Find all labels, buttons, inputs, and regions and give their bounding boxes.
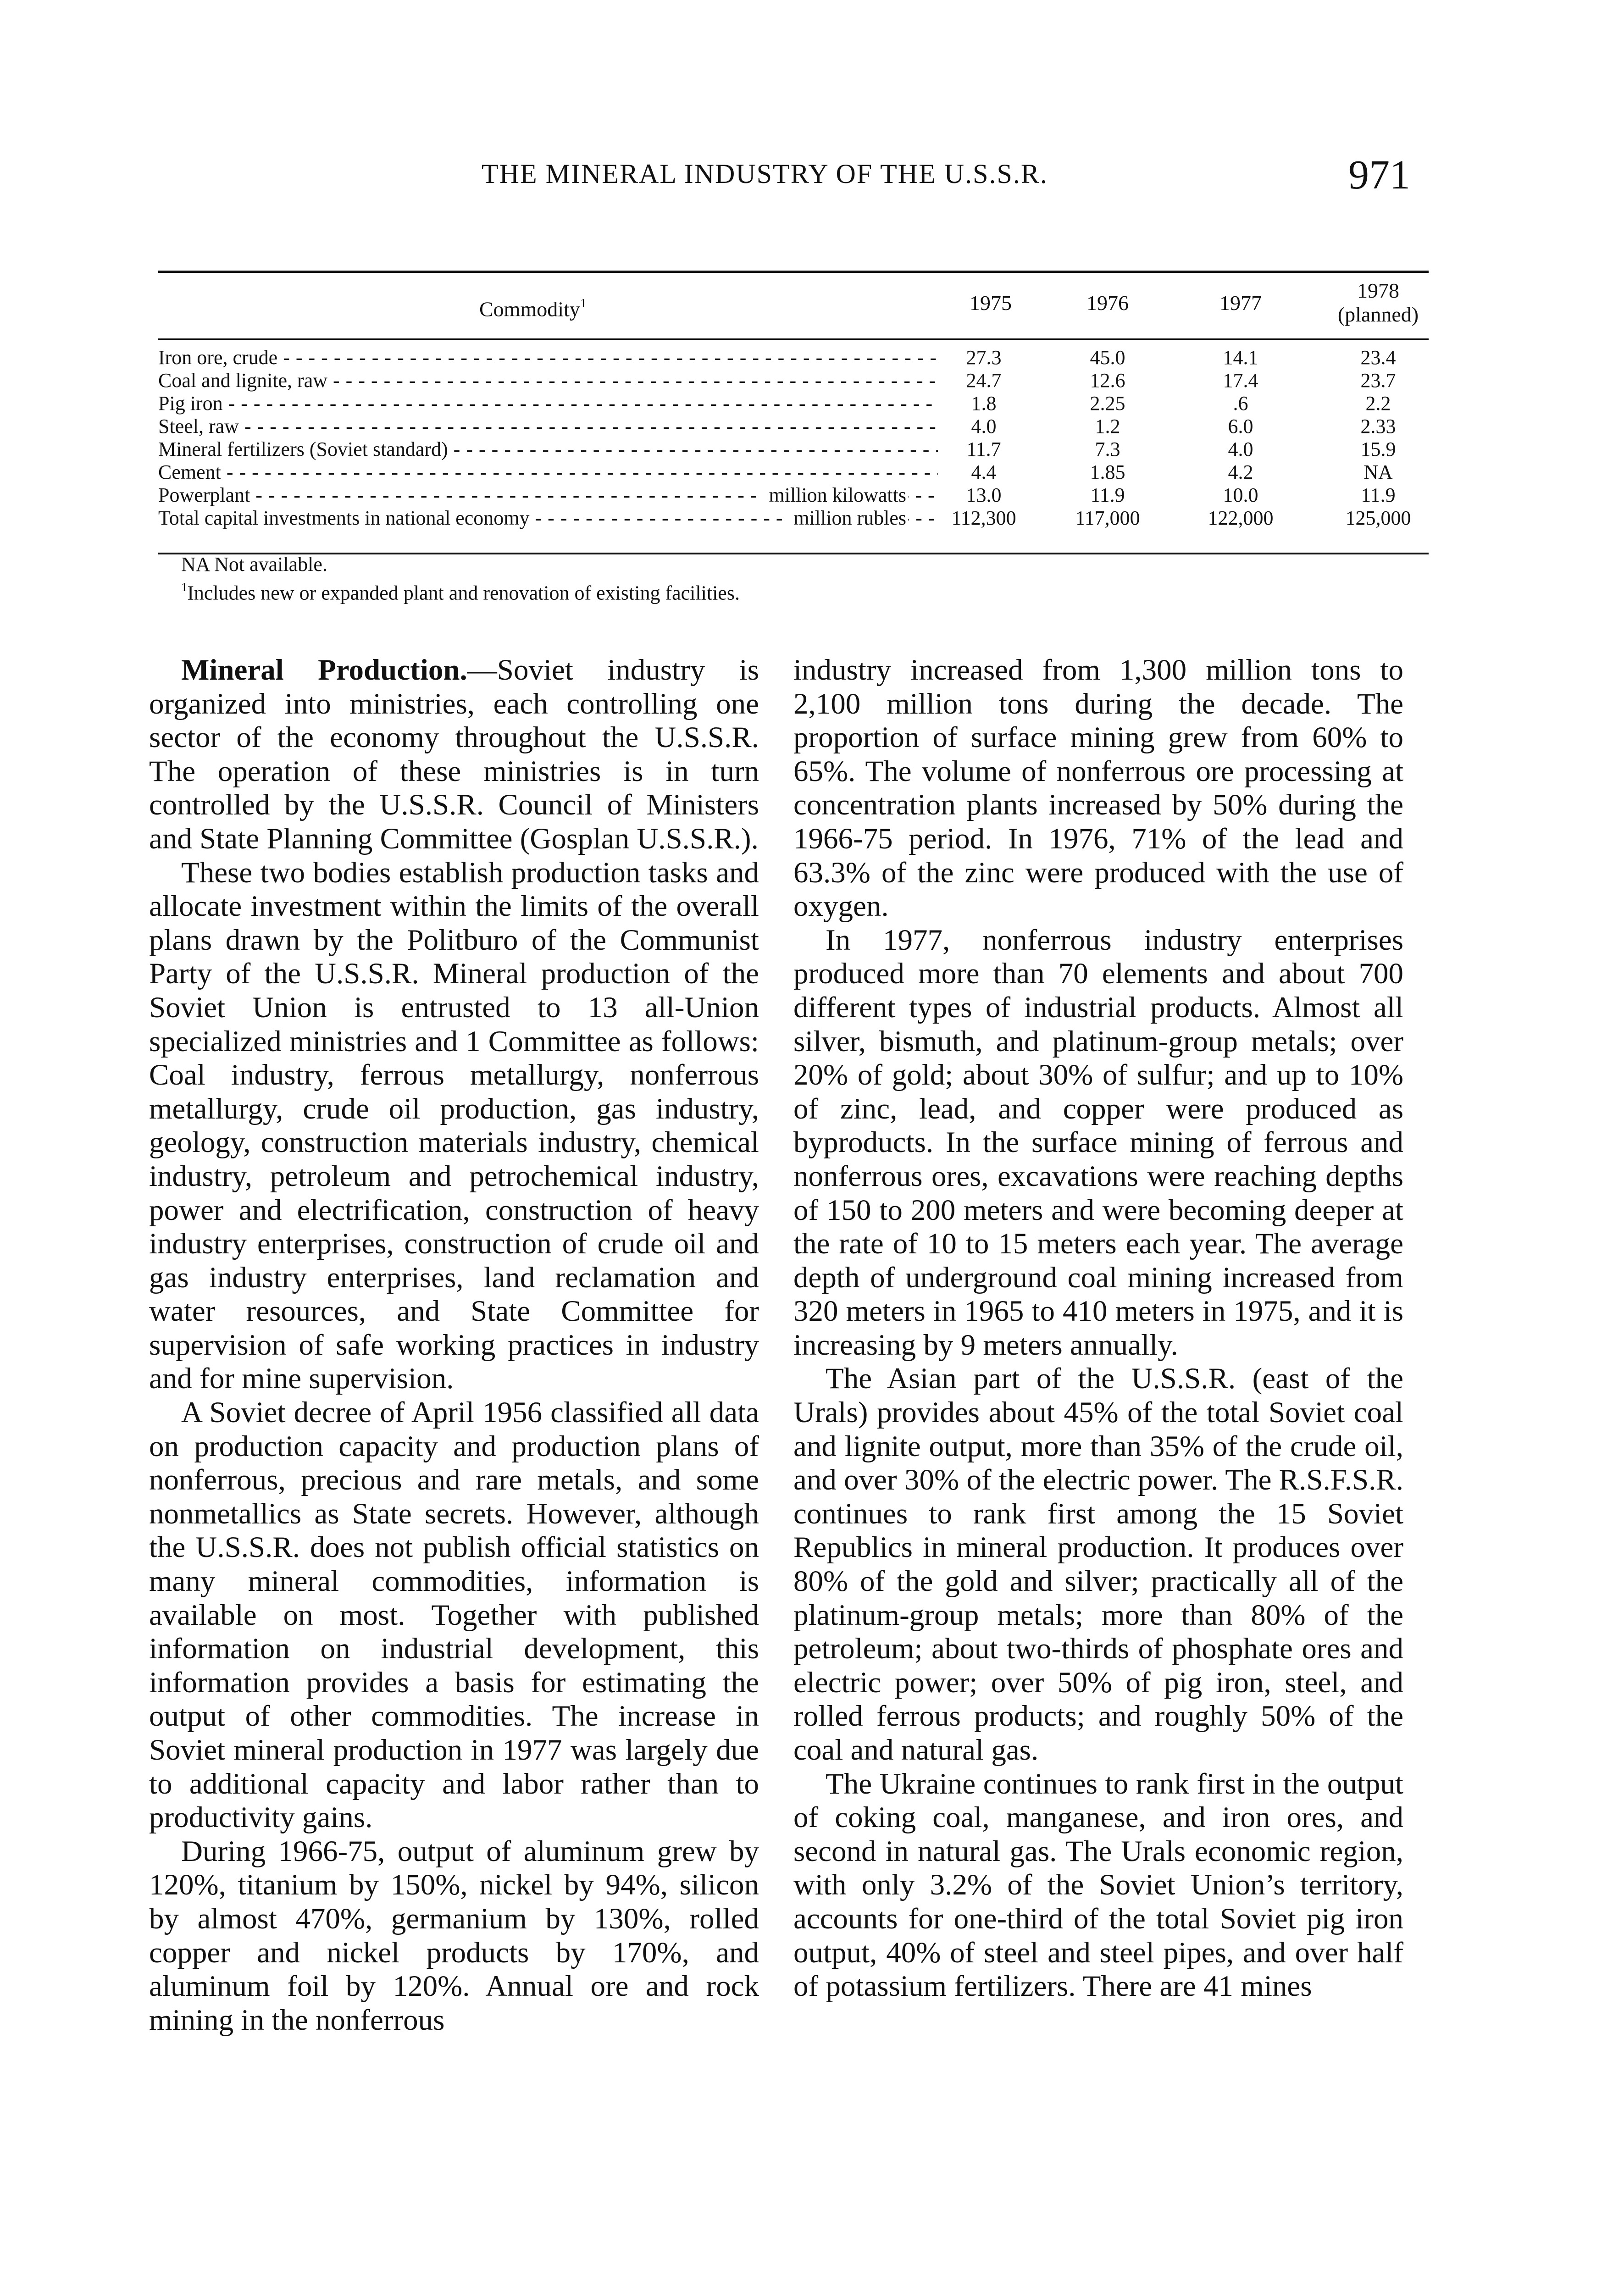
paragraph: industry increased from 1,300 million tons to 2,100 million tons during the decade. The proportion of surface mining grew from 60% to 65%. The volume of nonferrous ore processing at concentration plants increased by 50% during the 1966-75 period. In 1976, 71% of the lead and 63.3% of the zinc were produced with the use of oxygen. [793,654,1403,923]
table-row [158,346,1429,369]
cell-1976: 2.25 [1090,392,1125,415]
cell-1977: 17.4 [1223,369,1258,392]
cell-1978: NA [1363,461,1393,483]
body-column-right [793,654,1403,2004]
cell-1975: 24.7 [966,369,1002,392]
column-header-commodity: Commodity$^1$ [479,296,587,321]
footnote-1: $^1$Includes new or expanded plant and renovation of existing facilities. [181,580,740,604]
cell-1976: 45.0 [1090,346,1125,369]
row-label: Coal and lignite, raw - - - [158,369,938,392]
table-row [158,438,1429,461]
table-top-rule [158,271,1429,273]
cell-1975: 1.8 [971,392,997,415]
cell-1975: 112,300 [951,507,1016,529]
cell-1975: 4.4 [971,461,997,483]
cell-1977: .6 [1233,392,1248,415]
statistics-table [158,271,1429,564]
row-label: Iron ore, crude - - - [158,346,938,369]
cell-1976: 12.6 [1090,369,1125,392]
cell-1978: 23.4 [1360,346,1396,369]
cell-1977: 122,000 [1208,507,1274,529]
page-number: 971 [1348,152,1410,198]
cell-1978: 15.9 [1360,438,1396,460]
column-header-1977: 1977 [1219,291,1262,315]
cell-1978: 2.33 [1360,415,1396,438]
table-header-rule [158,338,1429,340]
cell-1978: 125,000 [1345,507,1411,529]
cell-1975: 4.0 [971,415,997,438]
column-header-1975: 1975 [970,291,1012,315]
table-row [158,369,1429,392]
paragraph: A Soviet decree of April 1956 classified all data on production capacity and production plans of nonferrous, precious and rare metals, and some nonmetallics as State secrets. However, although the U.S.S.R. does not publish official statistics on many mineral commodities, information is available on most. Together with published information on industrial development, this information provides a basis for estimating the output of other commodities. The increase in Soviet mineral production in 1977 was largely due to additional capacity and labor rather than to productivity gains. [149,1396,759,1834]
cell-1978: 2.2 [1365,392,1391,415]
table-row [158,392,1429,415]
cell-1977: 10.0 [1223,484,1258,506]
cell-1978: 23.7 [1360,369,1396,392]
cell-1975: 27.3 [966,346,1002,369]
running-title: THE MINERAL INDUSTRY OF THE U.S.S.R. [482,159,1048,189]
table-row [158,484,1429,507]
column-header-1978: 1978 [1357,279,1399,302]
section-heading: Mineral Production. [181,654,467,687]
table-row [158,507,1429,530]
row-label: Cement - - - [158,461,938,484]
cell-1977: 14.1 [1223,346,1258,369]
cell-1977: 4.0 [1228,438,1253,460]
body-column-left [149,654,759,2037]
cell-1978: 11.9 [1361,484,1396,506]
cell-1976: 1.2 [1095,415,1120,438]
row-unit: million rubles [788,507,908,530]
row-label: Steel, raw - - - [158,415,938,438]
footnote-na: NA Not available. [181,553,327,576]
cell-1977: 6.0 [1228,415,1253,438]
paragraph: These two bodies establish production tasks and allocate investment within the limits of the overall plans drawn by the Politburo of the Communist Party of the U.S.S.R. Mineral production of the Soviet Union is entrusted to 13 all-Union specialized ministries and 1 Committee as follows: Coal industry, ferrous metallurgy, nonferrous metallurgy, crude oil production, gas industry, geology, construction materials industry, chemical industry, petroleum and petrochemical industry, power and electrification, construction of heavy industry enterprises, construction of crude oil and gas industry enterprises, land reclamation and water resources, and State Committee for supervision of safe working practices in industry and for mine supervision. [149,856,759,1396]
paragraph: The Asian part of the U.S.S.R. (east of the Urals) provides about 45% of the total Soviet coal and lignite output, more than 35% of the crude oil, and over 30% of the electric power. The R.S.F.S.R. continues to rank first among the 15 Soviet Republics in mineral production. It produces over 80% of the gold and silver; practically all of the platinum-group metals; more than 80% of the petroleum; about two-thirds of phosphate ores and electric power; over 50% of pig iron, steel, and rolled ferrous products; and roughly 50% of the coal and natural gas. [793,1362,1403,1767]
cell-1975: 13.0 [966,484,1002,506]
cell-1976: 1.85 [1090,461,1125,483]
paragraph: Mineral Production.—Soviet industry is organized into ministries, each controlling one sector of the economy throughout the U.S.S.R. The operation of these ministries is in turn controlled by the U.S.S.R. Council of Ministers and State Planning Committee (Gosplan U.S.S.R.). [149,654,759,855]
row-label: Mineral fertilizers (Soviet standard) - - - [158,438,938,461]
cell-1976: 7.3 [1095,438,1120,460]
paragraph: During 1966-75, output of aluminum grew by 120%, titanium by 150%, nickel by 94%, silicon by almost 470%, germanium by 130%, rolled copper and nickel products by 170%, and aluminum foil by 120%. Annual ore and rock mining in the nonferrous [149,1834,759,2037]
row-unit: million kilowatts [764,484,908,507]
table-row [158,461,1429,484]
row-label: Pig iron - - - [158,392,938,415]
row-label: Powerplant - - - [158,484,938,507]
paragraph: In 1977, nonferrous industry enterprises produced more than 70 elements and about 700 different types of industrial products. Almost all silver, bismuth, and platinum-group metals; over 20% of gold; about 30% of sulfur; and up to 10% of zinc, lead, and copper were produced as byproducts. In the surface mining of ferrous and nonferrous ores, excavations were reaching depths of 150 to 200 meters and were becoming deeper at the rate of 10 to 15 meters each year. The average depth of underground coal mining increased from 320 meters in 1965 to 410 meters in 1975, and it is increasing by 9 meters annually. [793,923,1403,1362]
cell-1975: 11.7 [966,438,1001,460]
table-bottom-rule [158,553,1429,554]
cell-1976: 11.9 [1090,484,1125,506]
paragraph: The Ukraine continues to rank first in the output of coking coal, manganese, and iron ores, and second in natural gas. The Urals economic region, with only 3.2% of the Soviet Union’s territory, accounts for one-third of the total Soviet pig iron output, 40% of steel and steel pipes, and over half of potassium fertilizers. There are 41 mines [793,1767,1403,2003]
table-row [158,415,1429,438]
column-header-1976: 1976 [1086,291,1129,315]
cell-1977: 4.2 [1228,461,1253,483]
row-label: Total capital investments in national economy - - - [158,507,938,530]
column-header-1978-note: (planned) [1337,303,1419,326]
cell-1976: 117,000 [1075,507,1140,529]
